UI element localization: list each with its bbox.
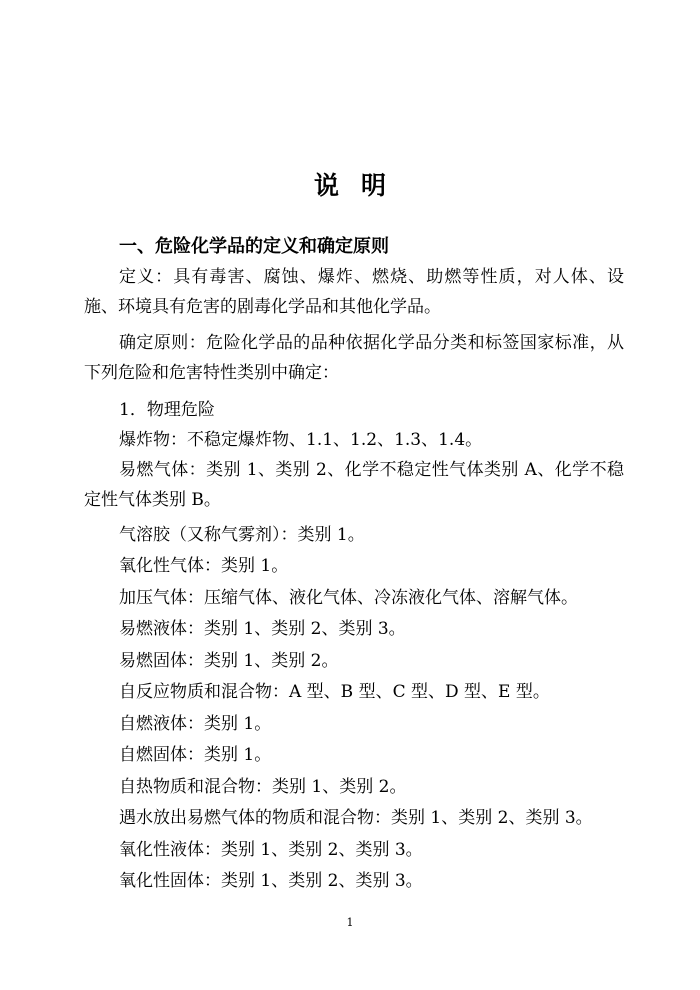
list-item: 易燃液体：类别 1、类别 2、类别 3。 xyxy=(119,619,406,639)
flammable-gases-paragraph: 易燃气体：类别 1、类别 2、化学不稳定性气体类别 A、化学不稳定性气体类别 B。 xyxy=(84,460,624,510)
list-item: 氧化性液体：类别 1、类别 2、类别 3。 xyxy=(119,840,423,860)
list-item: 加压气体：压缩气体、液化气体、冷冻液化气体、溶解气体。 xyxy=(119,588,578,608)
list-item: 自热物质和混合物：类别 1、类别 2。 xyxy=(119,777,407,797)
list-item: 遇水放出易燃气体的物质和混合物：类别 1、类别 2、类别 3。 xyxy=(119,808,593,828)
principle-paragraph: 确定原则：危险化学品的品种依据化学品分类和标签国家标准，从下列危险和危害特性类别中确定： xyxy=(84,333,624,383)
section-heading: 一、危险化学品的定义和确定原则 xyxy=(119,236,389,257)
list-item: 自燃液体：类别 1。 xyxy=(119,714,272,734)
explosives-line: 爆炸物：不稳定爆炸物、1.1、1.2、1.3、1.4。 xyxy=(119,430,483,450)
definition-paragraph: 定义：具有毒害、腐蚀、爆炸、燃烧、助燃等性质，对人体、设施、环境具有危害的剧毒化学品和其他化学品。 xyxy=(84,267,624,317)
subsection-heading: 1．物理危险 xyxy=(119,400,215,420)
page-number: 1 xyxy=(346,916,354,929)
list-item: 自燃固体：类别 1。 xyxy=(119,745,272,765)
list-item: 氧化性气体：类别 1。 xyxy=(119,556,289,576)
page-title: 说明 xyxy=(313,171,408,200)
list-item: 易燃固体：类别 1、类别 2。 xyxy=(119,651,339,671)
list-item: 气溶胶（又称气雾剂）：类别 1。 xyxy=(119,525,365,545)
list-item: 自反应物质和混合物：A 型、B 型、C 型、D 型、E 型。 xyxy=(119,682,550,702)
list-item: 氧化性固体：类别 1、类别 2、类别 3。 xyxy=(119,871,423,891)
